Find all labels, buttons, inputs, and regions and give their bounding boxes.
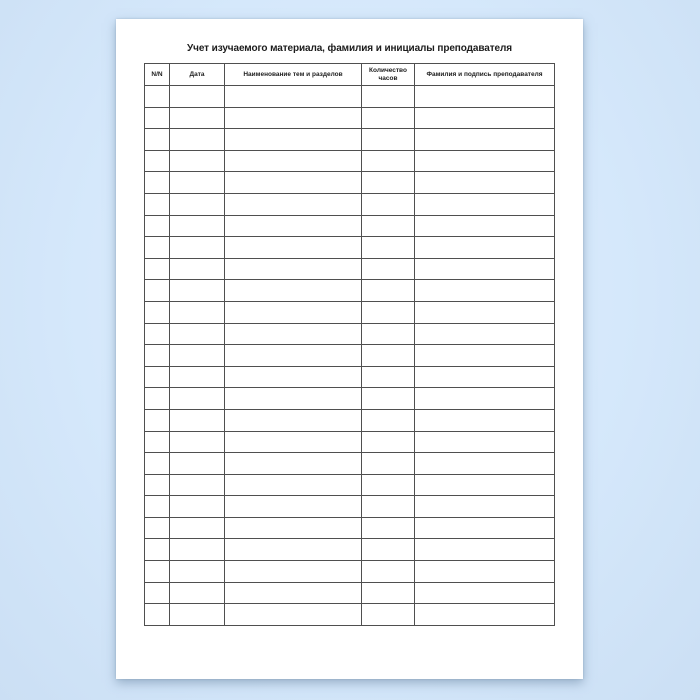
table-row — [145, 345, 555, 367]
cell-topic-name — [225, 193, 362, 215]
cell-hours — [362, 172, 415, 194]
cell-date — [170, 193, 225, 215]
cell-number — [145, 129, 170, 151]
cell-number — [145, 409, 170, 431]
cell-topic-name — [225, 604, 362, 626]
cell-number — [145, 215, 170, 237]
cell-hours — [362, 604, 415, 626]
cell-date — [170, 323, 225, 345]
cell-date — [170, 86, 225, 108]
table-row — [145, 86, 555, 108]
table-row — [145, 517, 555, 539]
table-row — [145, 431, 555, 453]
study-material-ledger-table — [144, 63, 555, 626]
cell-number — [145, 453, 170, 475]
cell-topic-name — [225, 301, 362, 323]
table-row — [145, 474, 555, 496]
cell-number — [145, 301, 170, 323]
table-header-row — [145, 64, 555, 86]
table-row — [145, 258, 555, 280]
cell-date — [170, 215, 225, 237]
cell-hours — [362, 409, 415, 431]
table-row — [145, 561, 555, 583]
cell-hours — [362, 280, 415, 302]
cell-teacher-signature — [415, 539, 555, 561]
table-body — [145, 86, 555, 626]
column-header-hours: Количество часов — [362, 64, 415, 86]
cell-teacher-signature — [415, 215, 555, 237]
table-row — [145, 496, 555, 518]
cell-topic-name — [225, 496, 362, 518]
table-row — [145, 604, 555, 626]
cell-date — [170, 539, 225, 561]
cell-topic-name — [225, 323, 362, 345]
cell-hours — [362, 539, 415, 561]
cell-teacher-signature — [415, 388, 555, 410]
cell-topic-name — [225, 582, 362, 604]
cell-date — [170, 172, 225, 194]
cell-topic-name — [225, 258, 362, 280]
table-row — [145, 237, 555, 259]
cell-number — [145, 561, 170, 583]
cell-teacher-signature — [415, 409, 555, 431]
table-row — [145, 388, 555, 410]
cell-topic-name — [225, 215, 362, 237]
cell-number — [145, 582, 170, 604]
cell-topic-name — [225, 150, 362, 172]
cell-topic-name — [225, 280, 362, 302]
cell-teacher-signature — [415, 323, 555, 345]
cell-number — [145, 86, 170, 108]
cell-hours — [362, 517, 415, 539]
cell-topic-name — [225, 539, 362, 561]
cell-number — [145, 258, 170, 280]
cell-teacher-signature — [415, 258, 555, 280]
cell-hours — [362, 129, 415, 151]
cell-topic-name — [225, 172, 362, 194]
cell-hours — [362, 86, 415, 108]
cell-teacher-signature — [415, 193, 555, 215]
cell-teacher-signature — [415, 107, 555, 129]
table-row — [145, 107, 555, 129]
column-header-teacher-signature: Фамилия и подпись преподавателя — [415, 64, 555, 86]
cell-teacher-signature — [415, 237, 555, 259]
cell-teacher-signature — [415, 345, 555, 367]
cell-date — [170, 388, 225, 410]
cell-topic-name — [225, 561, 362, 583]
cell-date — [170, 561, 225, 583]
cell-teacher-signature — [415, 453, 555, 475]
table-row — [145, 301, 555, 323]
cell-number — [145, 237, 170, 259]
cell-topic-name — [225, 453, 362, 475]
cell-date — [170, 301, 225, 323]
column-header-topic-name: Наименование тем и разделов — [225, 64, 362, 86]
cell-teacher-signature — [415, 517, 555, 539]
cell-teacher-signature — [415, 280, 555, 302]
cell-date — [170, 409, 225, 431]
cell-number — [145, 280, 170, 302]
table-row — [145, 129, 555, 151]
cell-number — [145, 496, 170, 518]
cell-number — [145, 604, 170, 626]
cell-date — [170, 431, 225, 453]
cell-topic-name — [225, 431, 362, 453]
cell-hours — [362, 582, 415, 604]
column-header-date: Дата — [170, 64, 225, 86]
cell-date — [170, 150, 225, 172]
cell-topic-name — [225, 366, 362, 388]
cell-number — [145, 107, 170, 129]
cell-number — [145, 193, 170, 215]
cell-number — [145, 366, 170, 388]
table-row — [145, 582, 555, 604]
cell-hours — [362, 258, 415, 280]
cell-number — [145, 431, 170, 453]
cell-topic-name — [225, 237, 362, 259]
page-title: Учет изучаемого материала, фамилия и инициалы преподавателя — [187, 43, 512, 54]
cell-topic-name — [225, 107, 362, 129]
cell-date — [170, 280, 225, 302]
table-row — [145, 323, 555, 345]
cell-date — [170, 258, 225, 280]
cell-number — [145, 539, 170, 561]
table-row — [145, 453, 555, 475]
cell-teacher-signature — [415, 561, 555, 583]
table-row — [145, 539, 555, 561]
cell-topic-name — [225, 129, 362, 151]
cell-topic-name — [225, 86, 362, 108]
cell-teacher-signature — [415, 474, 555, 496]
cell-teacher-signature — [415, 582, 555, 604]
cell-hours — [362, 388, 415, 410]
cell-hours — [362, 323, 415, 345]
cell-hours — [362, 561, 415, 583]
cell-date — [170, 517, 225, 539]
table-row — [145, 366, 555, 388]
table-row — [145, 409, 555, 431]
cell-date — [170, 345, 225, 367]
table-row — [145, 280, 555, 302]
cell-topic-name — [225, 345, 362, 367]
table-row — [145, 172, 555, 194]
cell-hours — [362, 301, 415, 323]
cell-number — [145, 517, 170, 539]
cell-number — [145, 345, 170, 367]
cell-hours — [362, 474, 415, 496]
cell-topic-name — [225, 388, 362, 410]
column-header-number: N/N — [145, 64, 170, 86]
cell-teacher-signature — [415, 496, 555, 518]
cell-teacher-signature — [415, 150, 555, 172]
cell-topic-name — [225, 517, 362, 539]
cell-hours — [362, 193, 415, 215]
cell-teacher-signature — [415, 366, 555, 388]
cell-date — [170, 129, 225, 151]
cell-teacher-signature — [415, 431, 555, 453]
cell-topic-name — [225, 409, 362, 431]
cell-number — [145, 323, 170, 345]
cell-teacher-signature — [415, 86, 555, 108]
cell-hours — [362, 366, 415, 388]
cell-hours — [362, 496, 415, 518]
cell-date — [170, 604, 225, 626]
table-row — [145, 215, 555, 237]
cell-date — [170, 366, 225, 388]
cell-number — [145, 474, 170, 496]
table-row — [145, 150, 555, 172]
cell-number — [145, 172, 170, 194]
cell-hours — [362, 431, 415, 453]
cell-teacher-signature — [415, 301, 555, 323]
cell-topic-name — [225, 474, 362, 496]
cell-date — [170, 107, 225, 129]
cell-hours — [362, 237, 415, 259]
table-row — [145, 193, 555, 215]
cell-date — [170, 582, 225, 604]
document-page — [116, 19, 583, 679]
cell-date — [170, 496, 225, 518]
cell-date — [170, 474, 225, 496]
table-header — [145, 64, 555, 86]
cell-hours — [362, 345, 415, 367]
cell-hours — [362, 107, 415, 129]
cell-date — [170, 237, 225, 259]
cell-teacher-signature — [415, 604, 555, 626]
cell-date — [170, 453, 225, 475]
cell-teacher-signature — [415, 129, 555, 151]
cell-hours — [362, 453, 415, 475]
cell-teacher-signature — [415, 172, 555, 194]
cell-number — [145, 388, 170, 410]
cell-hours — [362, 215, 415, 237]
cell-hours — [362, 150, 415, 172]
cell-number — [145, 150, 170, 172]
